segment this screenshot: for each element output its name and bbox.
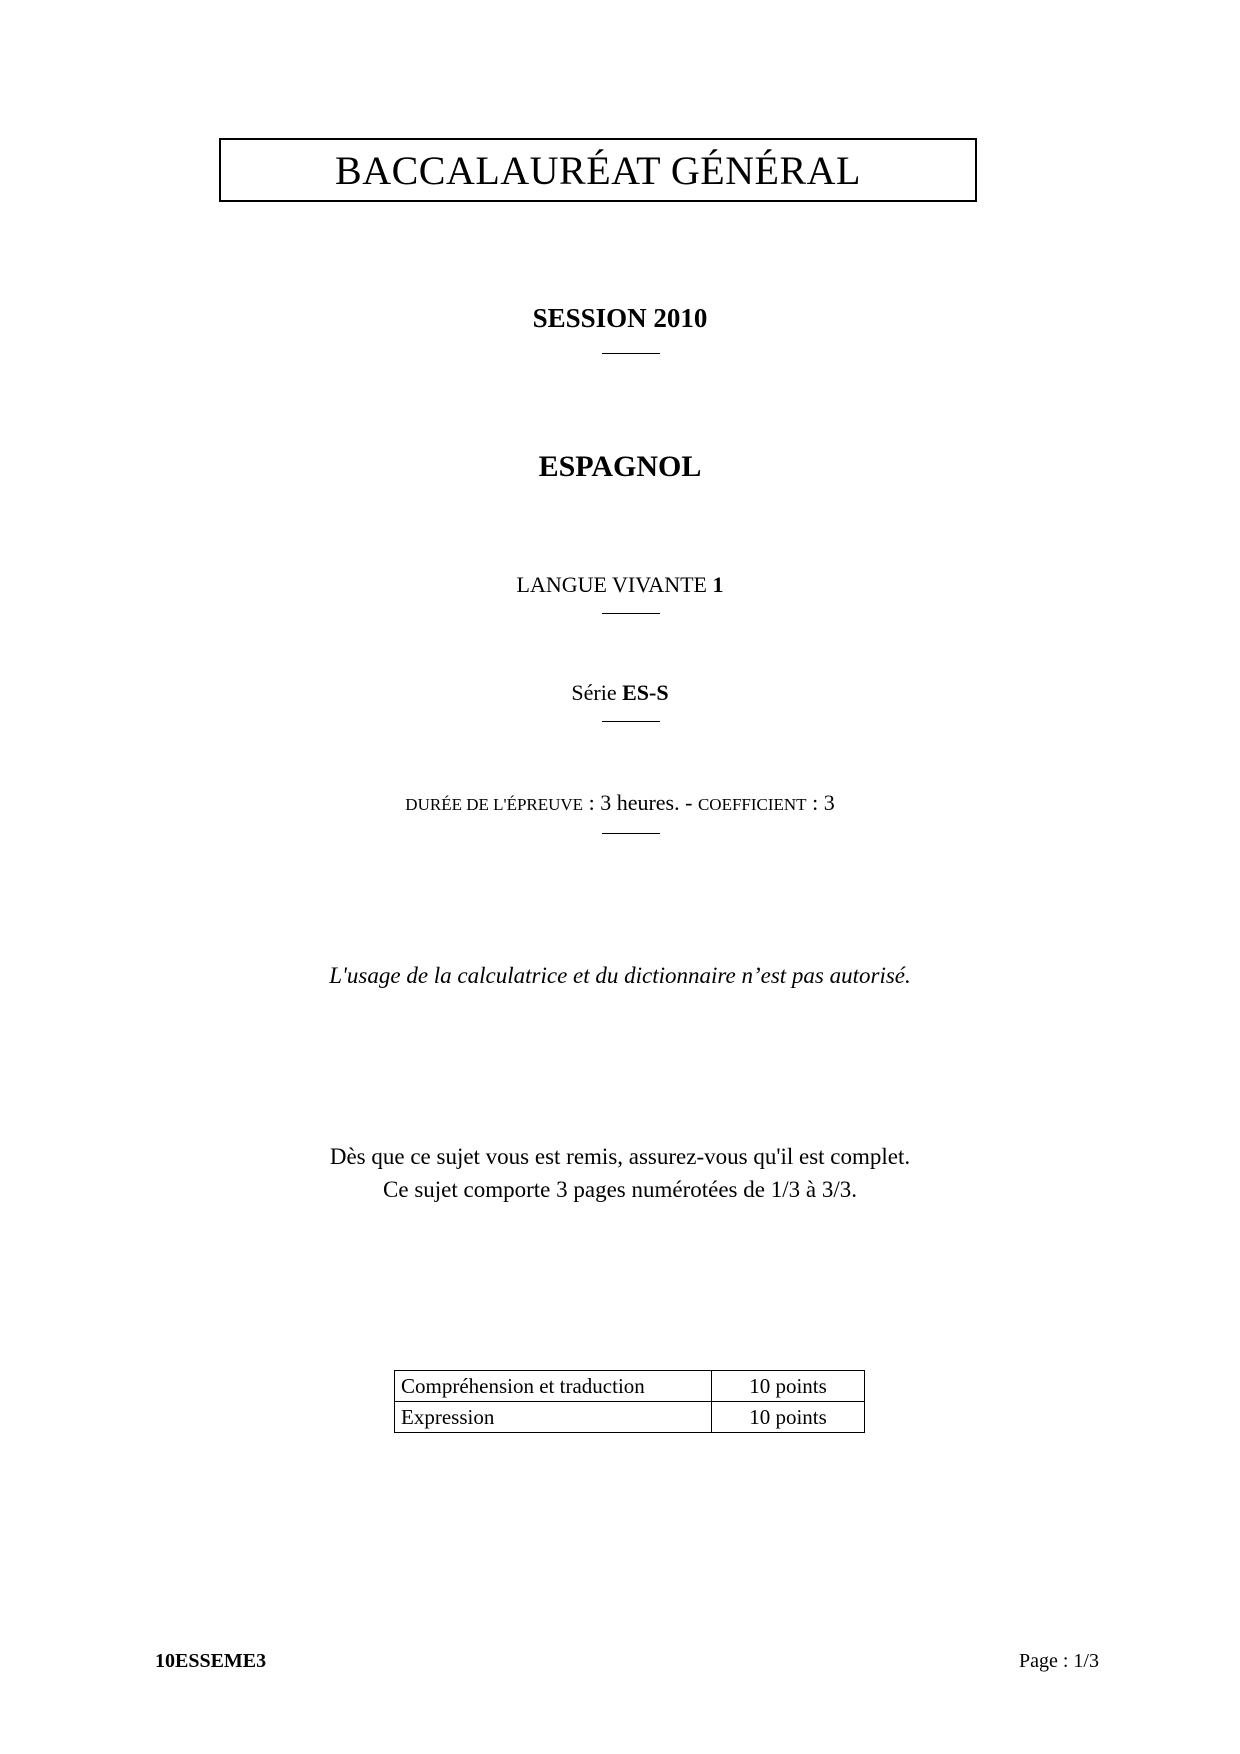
- footer-code: 10ESSEME3: [155, 1650, 267, 1672]
- duree-sep: :: [583, 790, 601, 815]
- coef-sep: :: [806, 790, 824, 815]
- duree-line: [0, 790, 1240, 816]
- instructions: [0, 1140, 1240, 1206]
- subject-heading: ESPAGNOL: [538, 450, 702, 483]
- separator: [602, 353, 660, 354]
- table-row: [395, 1371, 865, 1402]
- table-row: [395, 1402, 865, 1433]
- langue-text: LANGUE VIVANTE: [516, 572, 713, 597]
- serie-value: ES-S: [622, 680, 669, 705]
- coef-value: 3: [823, 790, 835, 815]
- exam-title-box: [219, 138, 977, 202]
- duree-dash: -: [679, 790, 698, 815]
- separator: [602, 721, 660, 722]
- table-cell-points: 10 points: [712, 1402, 865, 1433]
- exam-title: BACCALAURÉAT GÉNÉRAL: [335, 147, 861, 193]
- separator: [602, 613, 660, 614]
- coef-label: COEFFICIENT: [697, 795, 807, 814]
- footer-page-number: Page : 1/3: [1019, 1650, 1099, 1672]
- table-cell-label: Expression: [395, 1402, 712, 1433]
- serie-text: Série: [571, 680, 623, 705]
- langue-number: 1: [712, 572, 724, 597]
- serie-line: [0, 680, 1240, 706]
- duree-label: DURÉE DE L'ÉPREUVE: [405, 795, 584, 814]
- separator: [602, 833, 660, 834]
- table-cell-label: Compréhension et traduction: [395, 1371, 712, 1402]
- points-table: [394, 1370, 865, 1433]
- table-cell-points: 10 points: [712, 1371, 865, 1402]
- calculator-notice: L'usage de la calculatrice et du dictionnaire n’est pas autorisé.: [329, 963, 911, 988]
- session-heading: SESSION 2010: [532, 303, 708, 333]
- duree-value: 3 heures.: [600, 790, 680, 815]
- instruction-line: Ce sujet comporte 3 pages numérotées de 1/3 à 3/3.: [383, 1177, 857, 1202]
- langue-line: [0, 572, 1240, 598]
- instruction-line: Dès que ce sujet vous est remis, assurez-vous qu'il est complet.: [329, 1144, 911, 1169]
